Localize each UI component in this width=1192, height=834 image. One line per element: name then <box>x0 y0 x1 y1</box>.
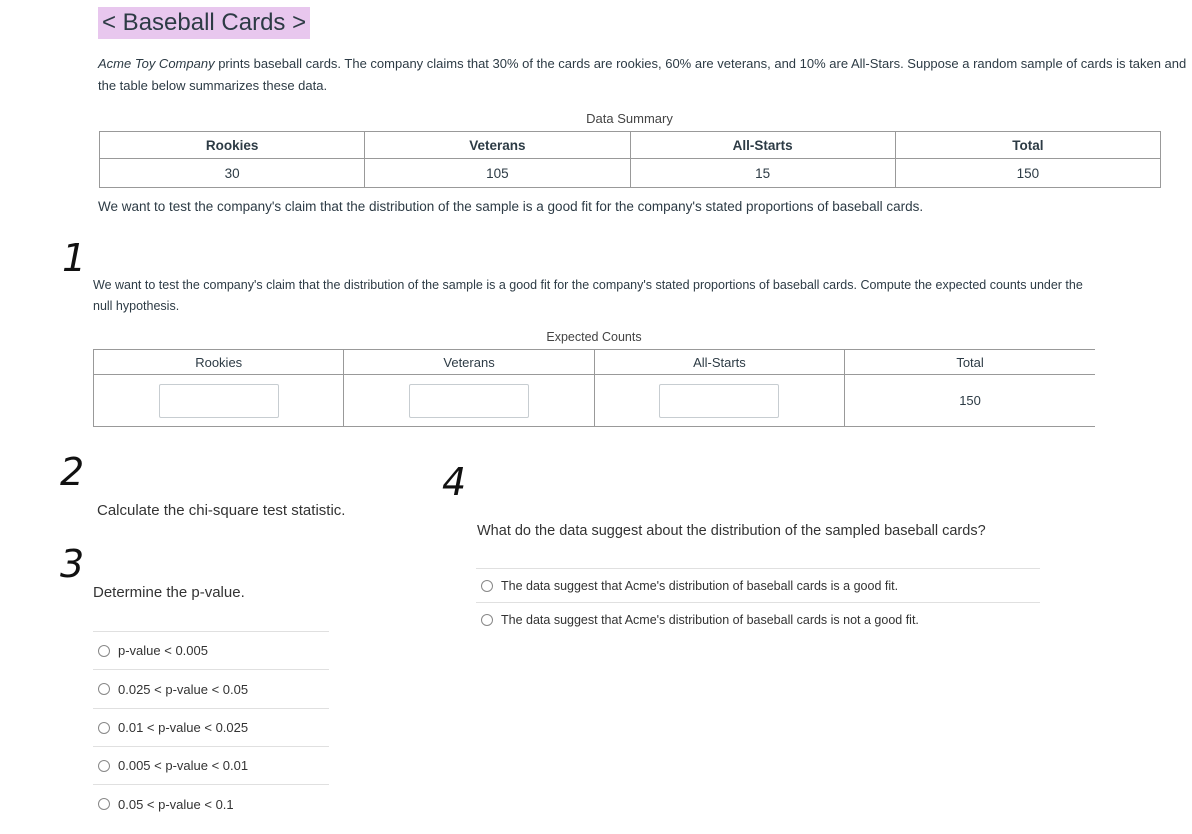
option-label: 0.05 < p-value < 0.1 <box>118 796 234 812</box>
radio-icon[interactable] <box>481 580 493 592</box>
conclusion-option[interactable] <box>476 603 1040 637</box>
p-value-option[interactable] <box>93 670 329 709</box>
data-summary-table <box>99 131 1161 188</box>
q1-text: We want to test the company's claim that the distribution of the sample is a good fit for the company's stated proportions of baseball cards. Compute the expected counts under the null hypothesis. <box>93 278 1083 313</box>
table-header-row <box>100 132 1161 159</box>
radio-icon[interactable] <box>98 645 110 657</box>
radio-icon[interactable] <box>98 722 110 734</box>
p-value-option[interactable] <box>93 747 329 785</box>
column-header: Rookies <box>94 350 344 375</box>
company-name: Acme Toy Company <box>98 56 215 71</box>
radio-icon[interactable] <box>98 683 110 695</box>
table-cell: 150 <box>895 159 1160 188</box>
table-cell: 105 <box>365 159 630 188</box>
option-label: 0.025 < p-value < 0.05 <box>118 681 249 697</box>
q2-prompt: Calculate the chi-square test statistic. <box>97 502 346 519</box>
option-label: The data suggest that Acme's distribution of baseball cards is not a good fit. <box>501 613 919 627</box>
claim-text: We want to test the company's claim that the distribution of the sample is a good fit for the company's stated proportions of baseball cards. <box>98 199 924 214</box>
column-header: All-Starts <box>594 350 844 375</box>
table-cell: 30 <box>100 159 365 188</box>
radio-icon[interactable] <box>98 798 110 810</box>
allstars-expected-input[interactable] <box>659 384 779 418</box>
table-row <box>94 375 1096 427</box>
option-label: 0.005 < p-value < 0.01 <box>118 758 249 773</box>
conclusion-option[interactable] <box>476 569 1040 603</box>
rookies-cell <box>94 375 344 427</box>
intro-text: prints baseball cards. The company claims that 30% of the cards are rookies, 60% are veterans, and 10% are All-Stars. Suppose a random sample of cards is taken and the table below summarizes these data. <box>98 56 1187 93</box>
table-cell: 15 <box>630 159 895 188</box>
intro-paragraph <box>98 53 1188 97</box>
column-header: Rookies <box>100 132 365 159</box>
column-header: All-Starts <box>630 132 895 159</box>
column-header: Total <box>895 132 1160 159</box>
p-value-option[interactable] <box>93 632 329 670</box>
allstars-cell <box>594 375 844 427</box>
table-row <box>100 159 1161 188</box>
page-title: < Baseball Cards > <box>98 7 310 39</box>
radio-icon[interactable] <box>98 760 110 772</box>
option-label: p-value < 0.005 <box>118 643 208 658</box>
p-value-option[interactable] <box>93 709 329 747</box>
radio-icon[interactable] <box>481 614 493 626</box>
column-header: Veterans <box>344 350 594 375</box>
question-number-1: 1 <box>62 236 87 280</box>
p-value-options <box>93 631 329 823</box>
conclusion-options <box>476 568 1040 637</box>
veterans-expected-input[interactable] <box>409 384 529 418</box>
veterans-cell <box>344 375 594 427</box>
option-label: 0.01 < p-value < 0.025 <box>118 720 249 735</box>
expected-counts-caption: Expected Counts <box>546 330 642 344</box>
option-label: The data suggest that Acme's distribution of baseball cards is a good fit. <box>501 578 899 593</box>
table-header-row <box>94 350 1096 375</box>
question-number-2: 2 <box>60 450 85 494</box>
question-number-4: 4 <box>442 460 467 504</box>
expected-counts-table <box>93 349 1095 427</box>
q4-prompt: What do the data suggest about the distribution of the sampled baseball cards? <box>477 523 986 539</box>
column-header: Total <box>845 350 1095 375</box>
rookies-expected-input[interactable] <box>159 384 279 418</box>
q3-prompt: Determine the p-value. <box>93 584 245 601</box>
data-summary-caption: Data Summary <box>586 111 673 126</box>
question-number-3: 3 <box>60 542 85 586</box>
column-header: Veterans <box>365 132 630 159</box>
total-cell: 150 <box>845 375 1095 427</box>
p-value-option[interactable] <box>93 785 329 823</box>
